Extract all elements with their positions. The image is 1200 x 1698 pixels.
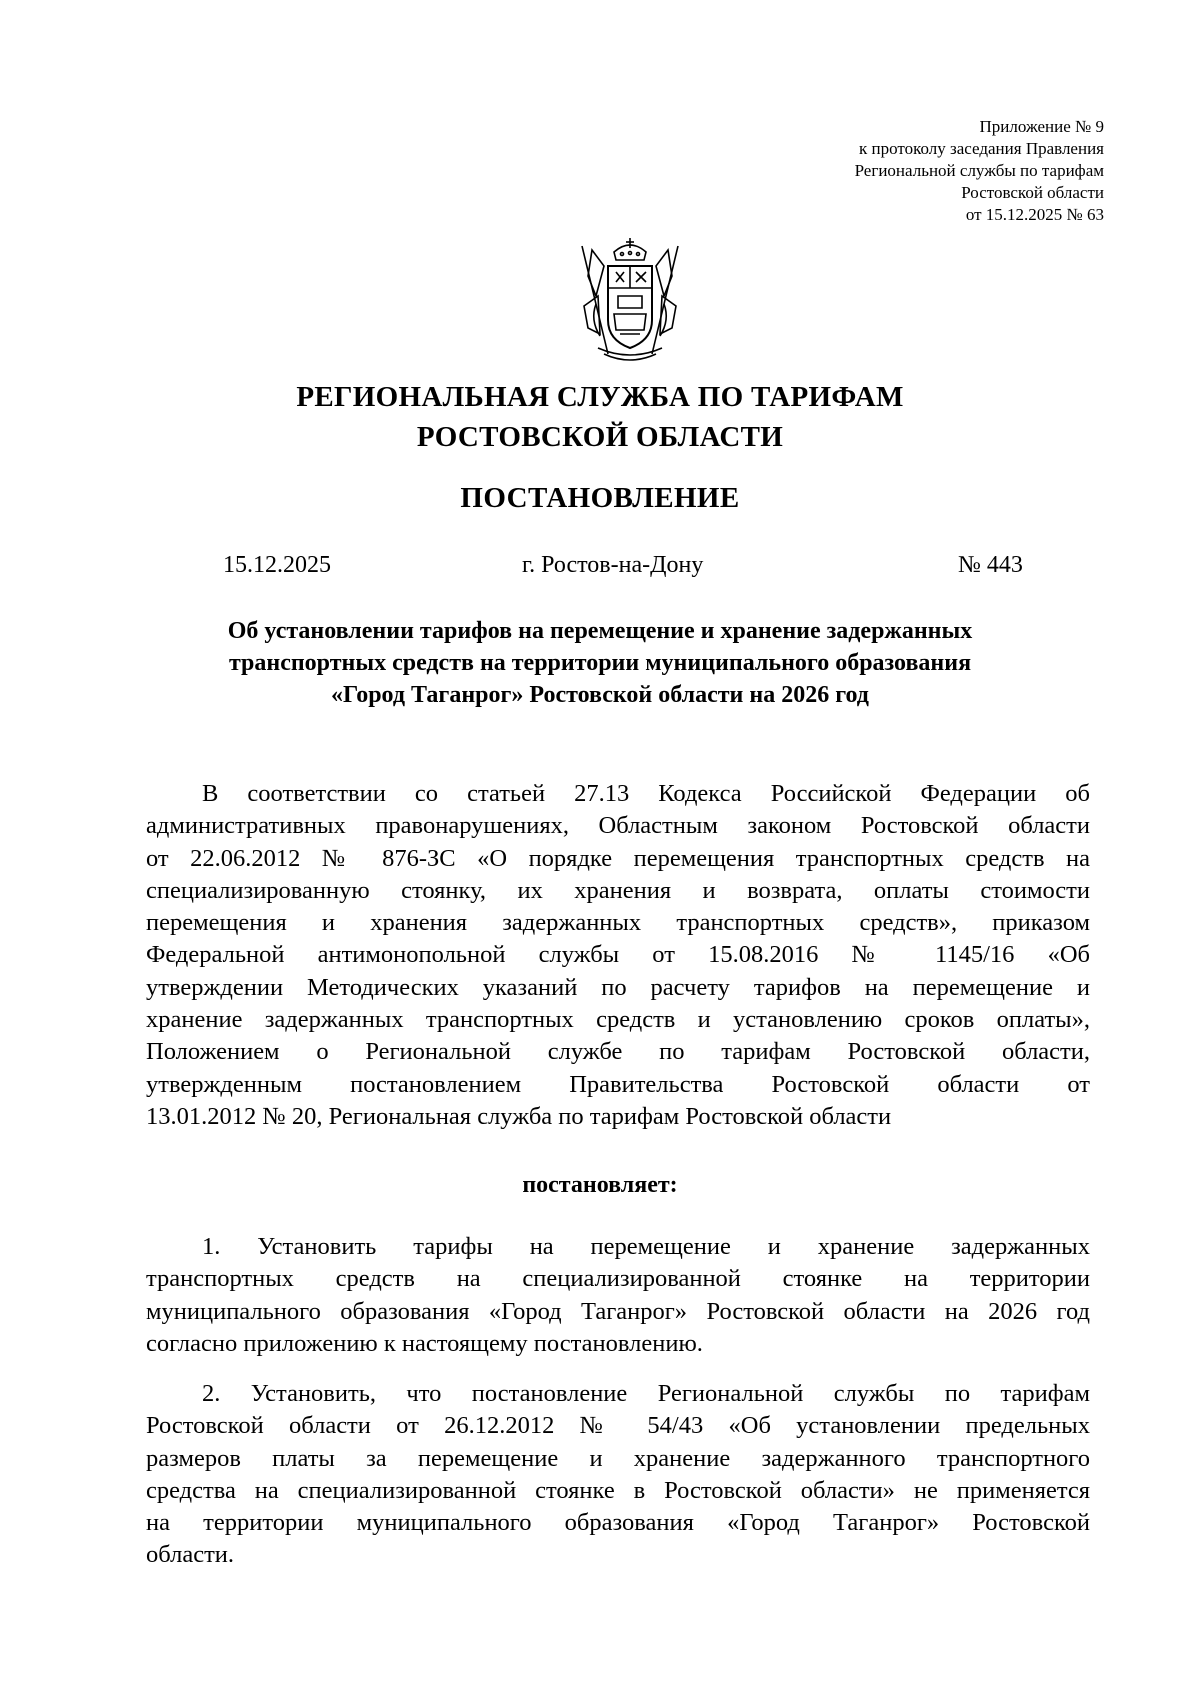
annex-line: от 15.12.2025 № 63 <box>965 205 1104 224</box>
text-line: средства на специализированной стоянке в Ростовской области» не применяется <box>146 1476 1090 1504</box>
text-line: В соответствии со статьей 27.13 Кодекса Российской Федерации об <box>202 780 1090 807</box>
organization-line-1: РЕГИОНАЛЬНАЯ СЛУЖБА ПО ТАРИФАМ <box>296 381 904 413</box>
text-line: специализированную стоянку, их хранения и возврата, оплаты стоимости <box>146 876 1090 904</box>
text-line: утверждении Методических указаний по расчету тарифов на перемещение и <box>146 973 1090 1001</box>
annex-reference <box>644 116 1104 226</box>
document-subject <box>150 615 1050 711</box>
annex-line: Приложение № 9 <box>979 117 1104 136</box>
decree-word: постановляет: <box>522 1172 678 1198</box>
item-2-paragraph <box>146 1378 1090 1572</box>
text-line: области. <box>146 1541 235 1569</box>
subject-line: «Город Таганрог» Ростовской области на 2026 год <box>331 682 869 708</box>
document-place: г. Ростов-на-Дону <box>522 552 704 578</box>
text-line: административных правонарушениях, Областным законом Ростовской области <box>146 812 1090 840</box>
text-line: 1. Установить тарифы на перемещение и хранение задержанных <box>202 1233 1090 1260</box>
annex-line: к протоколу заседания Правления <box>859 139 1104 158</box>
organization-name <box>150 377 1050 457</box>
text-line: 2. Установить, что постановление Региональной службы по тарифам <box>202 1380 1090 1407</box>
text-line: муниципального образования «Город Таганрог» Ростовской области на 2026 год <box>146 1297 1090 1325</box>
text-line: хранение задержанных транспортных средств и установлению сроков оплаты», <box>146 1006 1090 1034</box>
annex-line: Региональной службы по тарифам <box>854 161 1104 180</box>
preamble-paragraph <box>146 778 1090 1133</box>
document-date: 15.12.2025 <box>223 552 331 578</box>
text-line: размеров платы за перемещение и хранение задержанного транспортного <box>146 1444 1090 1472</box>
text-line: от 22.06.2012 № 876-ЗС «О порядке перемещения транспортных средств на <box>146 844 1090 872</box>
annex-line: Ростовской области <box>961 183 1104 202</box>
subject-line: Об установлении тарифов на перемещение и хранение задержанных <box>227 618 973 644</box>
text-line: согласно приложению к настоящему постановлению. <box>146 1329 703 1357</box>
text-line: транспортных средств на специализированной стоянке на территории <box>146 1265 1090 1293</box>
text-line: Положением о Региональной службе по тарифам Ростовской области, <box>146 1038 1090 1066</box>
document-number: № 443 <box>958 552 1023 578</box>
text-line: на территории муниципального образования «Город Таганрог» Ростовской <box>146 1509 1090 1537</box>
document-type: ПОСТАНОВЛЕНИЕ <box>460 482 740 514</box>
subject-line: транспортных средств на территории муниципального образования <box>228 650 972 676</box>
organization-line-2: РОСТОВСКОЙ ОБЛАСТИ <box>416 421 784 453</box>
text-line: 13.01.2012 № 20, Региональная служба по тарифам Ростовской области <box>146 1102 892 1130</box>
text-line: Федеральной антимонопольной службы от 15.08.2016 № 1145/16 «Об <box>146 941 1090 969</box>
text-line: утвержденным постановлением Правительства Ростовской области от <box>146 1070 1090 1098</box>
text-line: перемещения и хранения задержанных транспортных средств», приказом <box>146 909 1090 937</box>
coat-of-arms-icon <box>574 236 686 366</box>
text-line: Ростовской области от 26.12.2012 № 54/43 «Об установлении предельных <box>146 1412 1090 1440</box>
item-1-paragraph <box>146 1231 1090 1360</box>
